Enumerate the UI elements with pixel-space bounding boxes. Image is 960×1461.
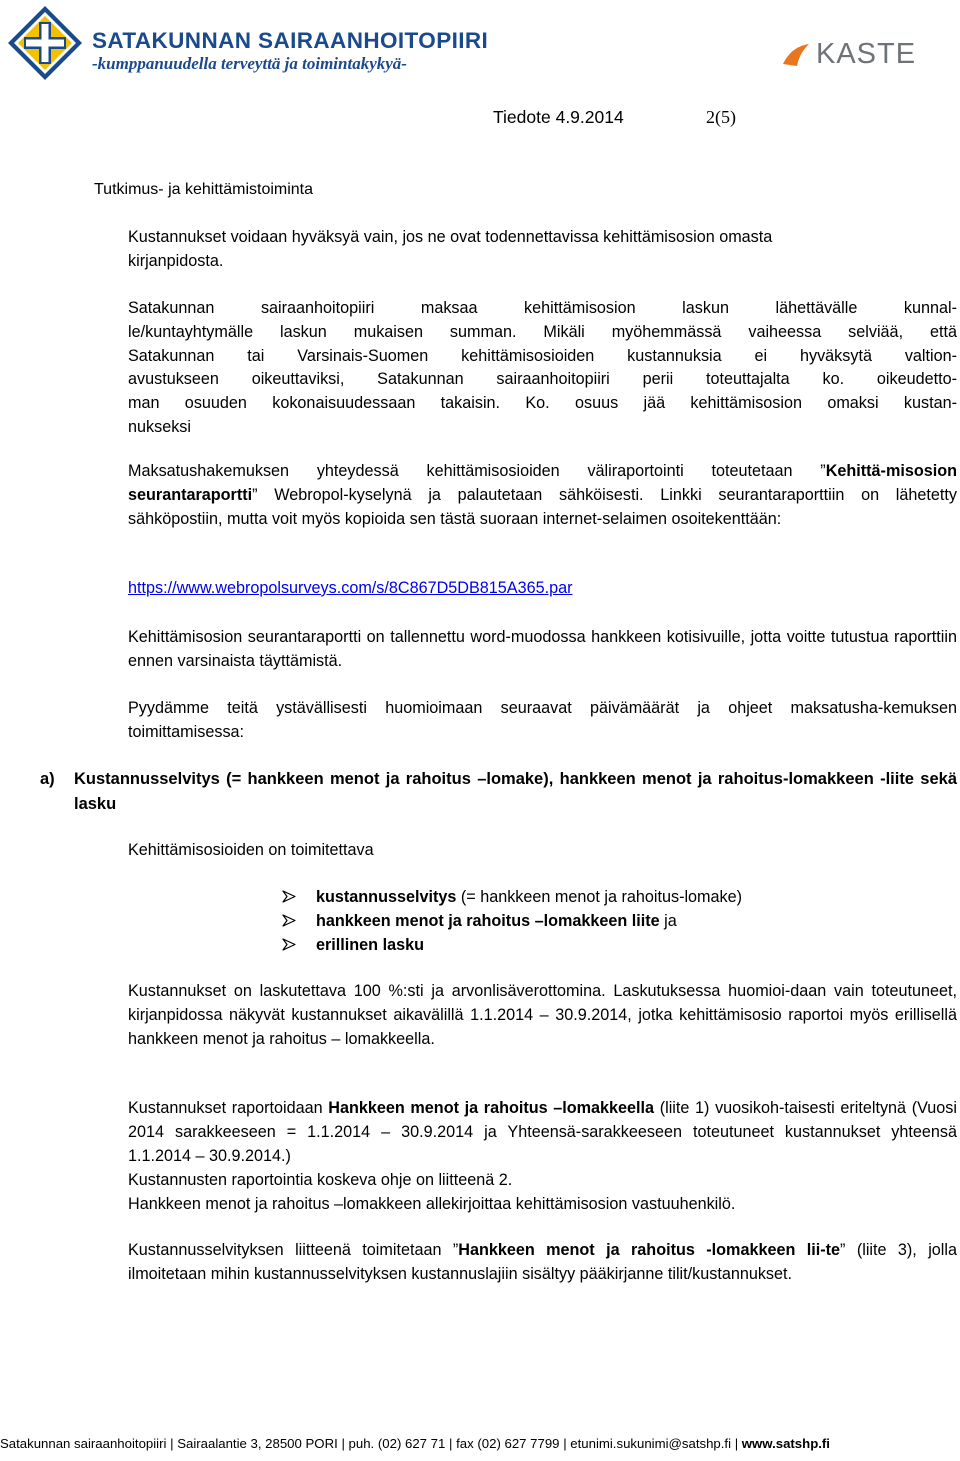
org-slogan: -kumppanuudella terveyttä ja toimintakykyä-: [92, 54, 407, 73]
footer-org: Satakunnan sairaanhoitopiiri: [0, 1436, 167, 1451]
survey-link[interactable]: https://www.webropolsurveys.com/s/8C867D5DB815A365.par: [128, 579, 573, 597]
footer-separator: |: [563, 1436, 567, 1451]
paragraph-8-form-name: Hankkeen menot ja rahoitus -lomakkeen lii-te: [458, 1241, 841, 1259]
paragraph-3: [128, 460, 957, 531]
bullet-1-bold: kustannusselvitys: [316, 888, 457, 906]
paragraph-2-line-4: avustukseen oikeuttaviksi, Satakunnan sairaanhoitopiiri perii toteuttajalta ko. oikeudetto-: [128, 370, 957, 389]
paragraph-1-line-2: kirjanpidosta.: [128, 252, 224, 270]
bullet-2-bold: hankkeen menot ja rahoitus –lomakkeen liite: [316, 912, 660, 930]
bullet-2-rest: ja: [659, 912, 677, 930]
paragraph-5: Pyydämme teitä ystävällisesti huomioimaan seuraavat päivämäärät ja ohjeet maksatusha-kemuksen toimittamisessa:: [128, 699, 957, 741]
page-number: 2(5): [706, 107, 736, 127]
paragraph-8-text-a: Kustannusselvityksen liitteenä toimitetaan ”: [128, 1241, 459, 1259]
survey-link-wrapper: [128, 579, 572, 598]
footer-separator: |: [734, 1436, 739, 1451]
paragraph-2-line-6: nukseksi: [128, 417, 191, 436]
paragraph-2-line-1: Satakunnan sairaanhoitopiiri maksaa kehittämisosion laskun lähettävälle kunnal-: [128, 299, 957, 317]
section-heading: Tutkimus- ja kehittämistoiminta: [94, 181, 314, 198]
footer-separator: |: [170, 1436, 174, 1451]
footer-email: etunimi.sukunimi@satshp.fi: [570, 1436, 732, 1451]
paragraph-3-report-name: Kehittä-misosion seurantaraportti: [128, 462, 957, 504]
paragraph-2: [128, 297, 957, 440]
list-item-a: [40, 767, 957, 816]
footer-separator: |: [341, 1436, 345, 1451]
footer-website: www.satshp.fi: [741, 1436, 830, 1451]
sairaanhoitopiiri-emblem-logo: [6, 4, 84, 82]
paragraph-8: [128, 1239, 957, 1287]
paragraph-7-text-a: Kustannukset raportoidaan: [128, 1099, 329, 1117]
kaste-logo-text: KASTE: [816, 38, 917, 70]
paragraph-7-form-name: Hankkeen menot ja rahoitus –lomakkeella: [328, 1099, 655, 1117]
deliver-heading: Kehittämisosioiden on toimitettava: [128, 841, 374, 859]
paragraph-8-text-c: ” (liite 3), jolla ilmoitetaan mihin kustannusselvityksen kustannuslajiin sisältyy pääkirjanne tilit/kustannukset.: [128, 1241, 958, 1283]
list-item-a-marker: a): [40, 770, 55, 788]
paragraph-7-line-2: Kustannusten raportointia koskeva ohje on liitteenä 2.: [128, 1171, 513, 1189]
paragraph-7-text-c: (liite 1) vuosikoh-taisesti eriteltynä (Vuosi 2014 sarakkeeseen = 1.1.2014 – 30.9.2014 ja Yhteensä-sarakkeeseen toteutuneet kustannukset yhteensä 1.1.2014 – 30.9.2014.): [128, 1099, 957, 1165]
bullet-1-rest: (= hankkeen menot ja rahoitus-lomake): [456, 888, 743, 906]
paragraph-4: Kehittämisosion seurantaraportti on tallennettu word-muodossa hankkeen kotisivuille, jotta voitte tutustua raporttiin ennen varsinaista täyttämistä.: [128, 628, 957, 670]
kaste-logo-mark-icon: [781, 42, 811, 68]
notice-label: Tiedote 4.9.2014: [493, 107, 624, 127]
list-item-a-text: Kustannusselvitys (= hankkeen menot ja rahoitus –lomake), hankkeen menot ja rahoitus-lomakkeen -liite sekä lasku: [74, 770, 957, 813]
org-name-logo-text: SATAKUNNAN SAIRAANHOITOPIIRI: [92, 28, 489, 53]
paragraph-3-text-c: ” Webropol-kyselynä ja palautetaan sähköisesti. Linkki seurantaraporttiin on lähetetty sähköpostiin, mutta voit myös kopioida sen tästä suoraan internet-selaimen osoitekenttään:: [128, 485, 957, 528]
footer-phone: puh. (02) 627 71: [348, 1436, 446, 1451]
page-footer: [0, 1436, 960, 1451]
paragraph-2-line-5: man osuuden kokonaisuudessaan takaisin. Ko. osuus jää kehittämisosion omaksi kustan-: [128, 394, 957, 413]
paragraph-1-line-1: Kustannukset voidaan hyväksyä vain, jos ne ovat todennettavissa kehittämisosion omasta: [128, 228, 773, 246]
paragraph-2-line-2: le/kuntayhtymälle laskun mukaisen summan. Mikäli myöhemmässä vaiheessa selviää, että: [128, 322, 957, 341]
bullet-3-bold: erillinen lasku: [316, 936, 424, 954]
paragraph-2-line-3: Satakunnan tai Varsinais-Suomen kehittämisosioiden kustannuksia ei hyväksytä valtion-: [128, 346, 957, 365]
footer-fax: fax (02) 627 7799: [456, 1436, 560, 1451]
arrow-bullet-icon: [282, 914, 296, 927]
paragraph-6: Kustannukset on laskutettava 100 %:sti ja arvonlisäverottomina. Laskutuksessa huomioi-daan vain toteutuneet, kirjanpidossa näkyvät kustannukset aikavälillä 1.1.2014 – 30.9.2014, jotka kehittämisosio raportoi myös erillisellä hankkeen menot ja rahoitus – lomakkeella.: [128, 982, 957, 1048]
footer-separator: |: [449, 1436, 453, 1451]
paragraph-3-text-a: Maksatushakemuksen yhteydessä kehittämisosioiden väliraportointi toteutetaan ”: [128, 462, 826, 480]
paragraph-7-line-3: Hankkeen menot ja rahoitus –lomakkeen allekirjoittaa kehittämisosion vastuuhenkilö.: [128, 1195, 736, 1213]
arrow-bullet-icon: [282, 938, 296, 951]
paragraph-7: [128, 1097, 957, 1168]
footer-address: Sairaalantie 3, 28500 PORI: [177, 1436, 338, 1451]
arrow-bullet-icon: [282, 890, 296, 903]
